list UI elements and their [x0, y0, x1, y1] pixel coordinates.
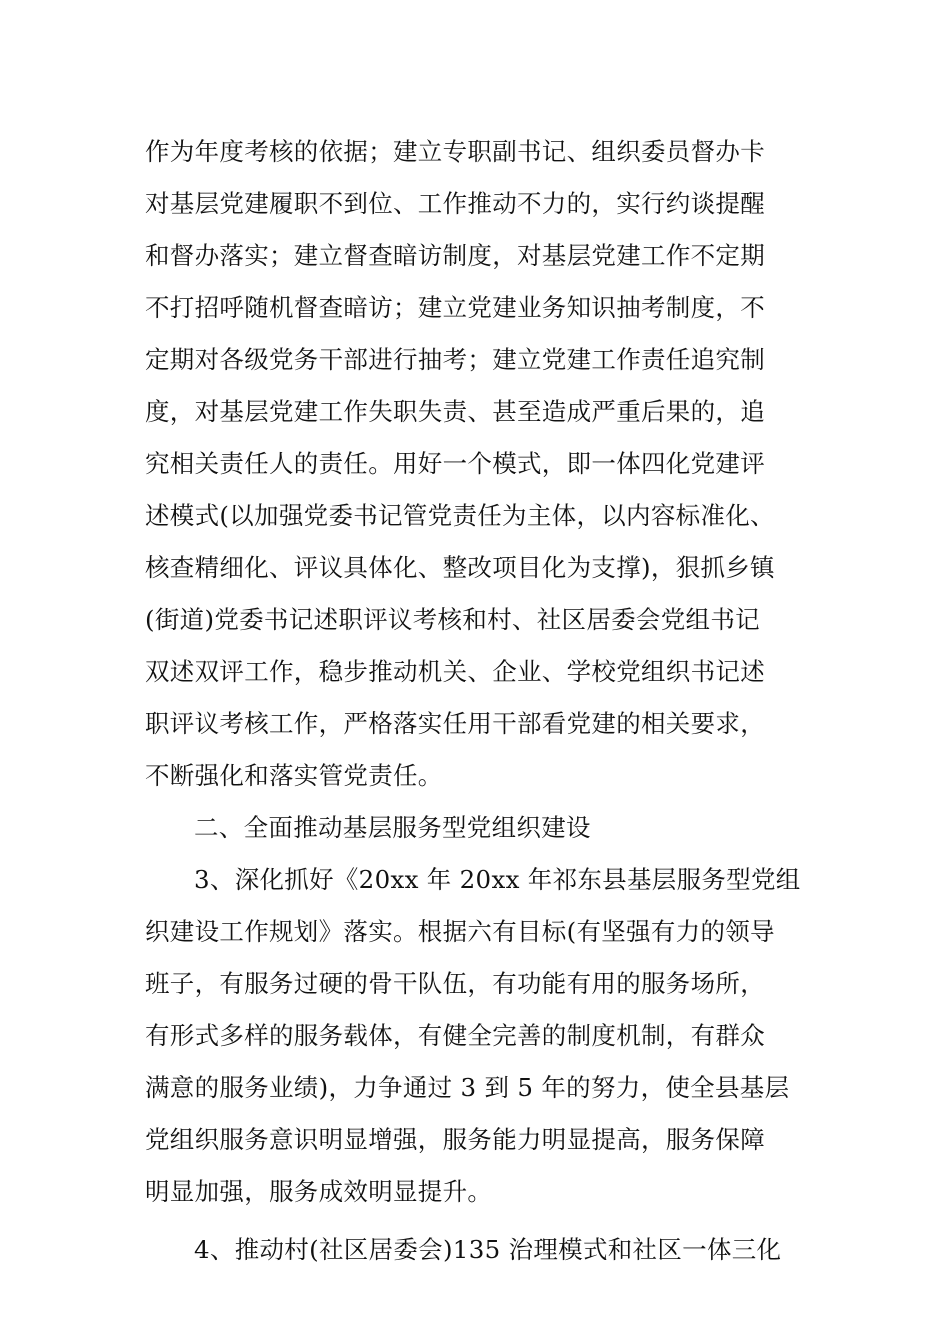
text-line: (街道)党委书记述职评议考核和村、社区居委会党组书记 — [145, 605, 760, 634]
text-line: 满意的服务业绩)，力争通过 3 到 5 年的努力，使全县基层 — [145, 1073, 790, 1102]
text-line: 有形式多样的服务载体，有健全完善的制度机制，有群众 — [145, 1021, 765, 1050]
text-line: 度，对基层党建工作失职失责、甚至造成严重后果的，追 — [145, 397, 765, 426]
text-line: 不断强化和落实管党责任。 — [145, 761, 443, 790]
text-line: 班子，有服务过硬的骨干队伍，有功能有用的服务场所， — [145, 969, 765, 998]
text-line: 双述双评工作，稳步推动机关、企业、学校党组织书记述 — [145, 657, 765, 686]
text-line: 党组织服务意识明显增强，服务能力明显提高，服务保障 — [145, 1125, 765, 1154]
paragraph-start-line: 4、推动村(社区居委会)135 治理模式和社区一体三化 — [194, 1235, 782, 1264]
text-line: 明显加强，服务成效明显提升。 — [145, 1177, 493, 1206]
document-body — [145, 126, 815, 1276]
text-line: 织建设工作规划》落实。根据六有目标(有坚强有力的领导 — [145, 917, 775, 946]
text-line: 定期对各级党务干部进行抽考；建立党建工作责任追究制 — [145, 345, 765, 374]
text-line: 职评议考核工作，严格落实任用干部看党建的相关要求， — [145, 709, 765, 738]
paragraph-start-line: 3、深化抓好《20xx 年 20xx 年祁东县基层服务型党组 — [194, 865, 801, 894]
text-line: 不打招呼随机督查暗访；建立党建业务知识抽考制度，不 — [145, 293, 765, 322]
section-heading: 二、全面推动基层服务型党组织建设 — [194, 813, 591, 842]
text-line: 对基层党建履职不到位、工作推动不力的，实行约谈提醒 — [145, 189, 765, 218]
text-line: 述模式(以加强党委书记管党责任为主体，以内容标准化、 — [145, 501, 775, 530]
text-line: 和督办落实；建立督查暗访制度，对基层党建工作不定期 — [145, 241, 765, 270]
text-line: 究相关责任人的责任。用好一个模式，即一体四化党建评 — [145, 449, 765, 478]
text-line: 作为年度考核的依据；建立专职副书记、组织委员督办卡 — [145, 137, 765, 166]
text-line: 核查精细化、评议具体化、整改项目化为支撑)，狠抓乡镇 — [145, 553, 775, 582]
